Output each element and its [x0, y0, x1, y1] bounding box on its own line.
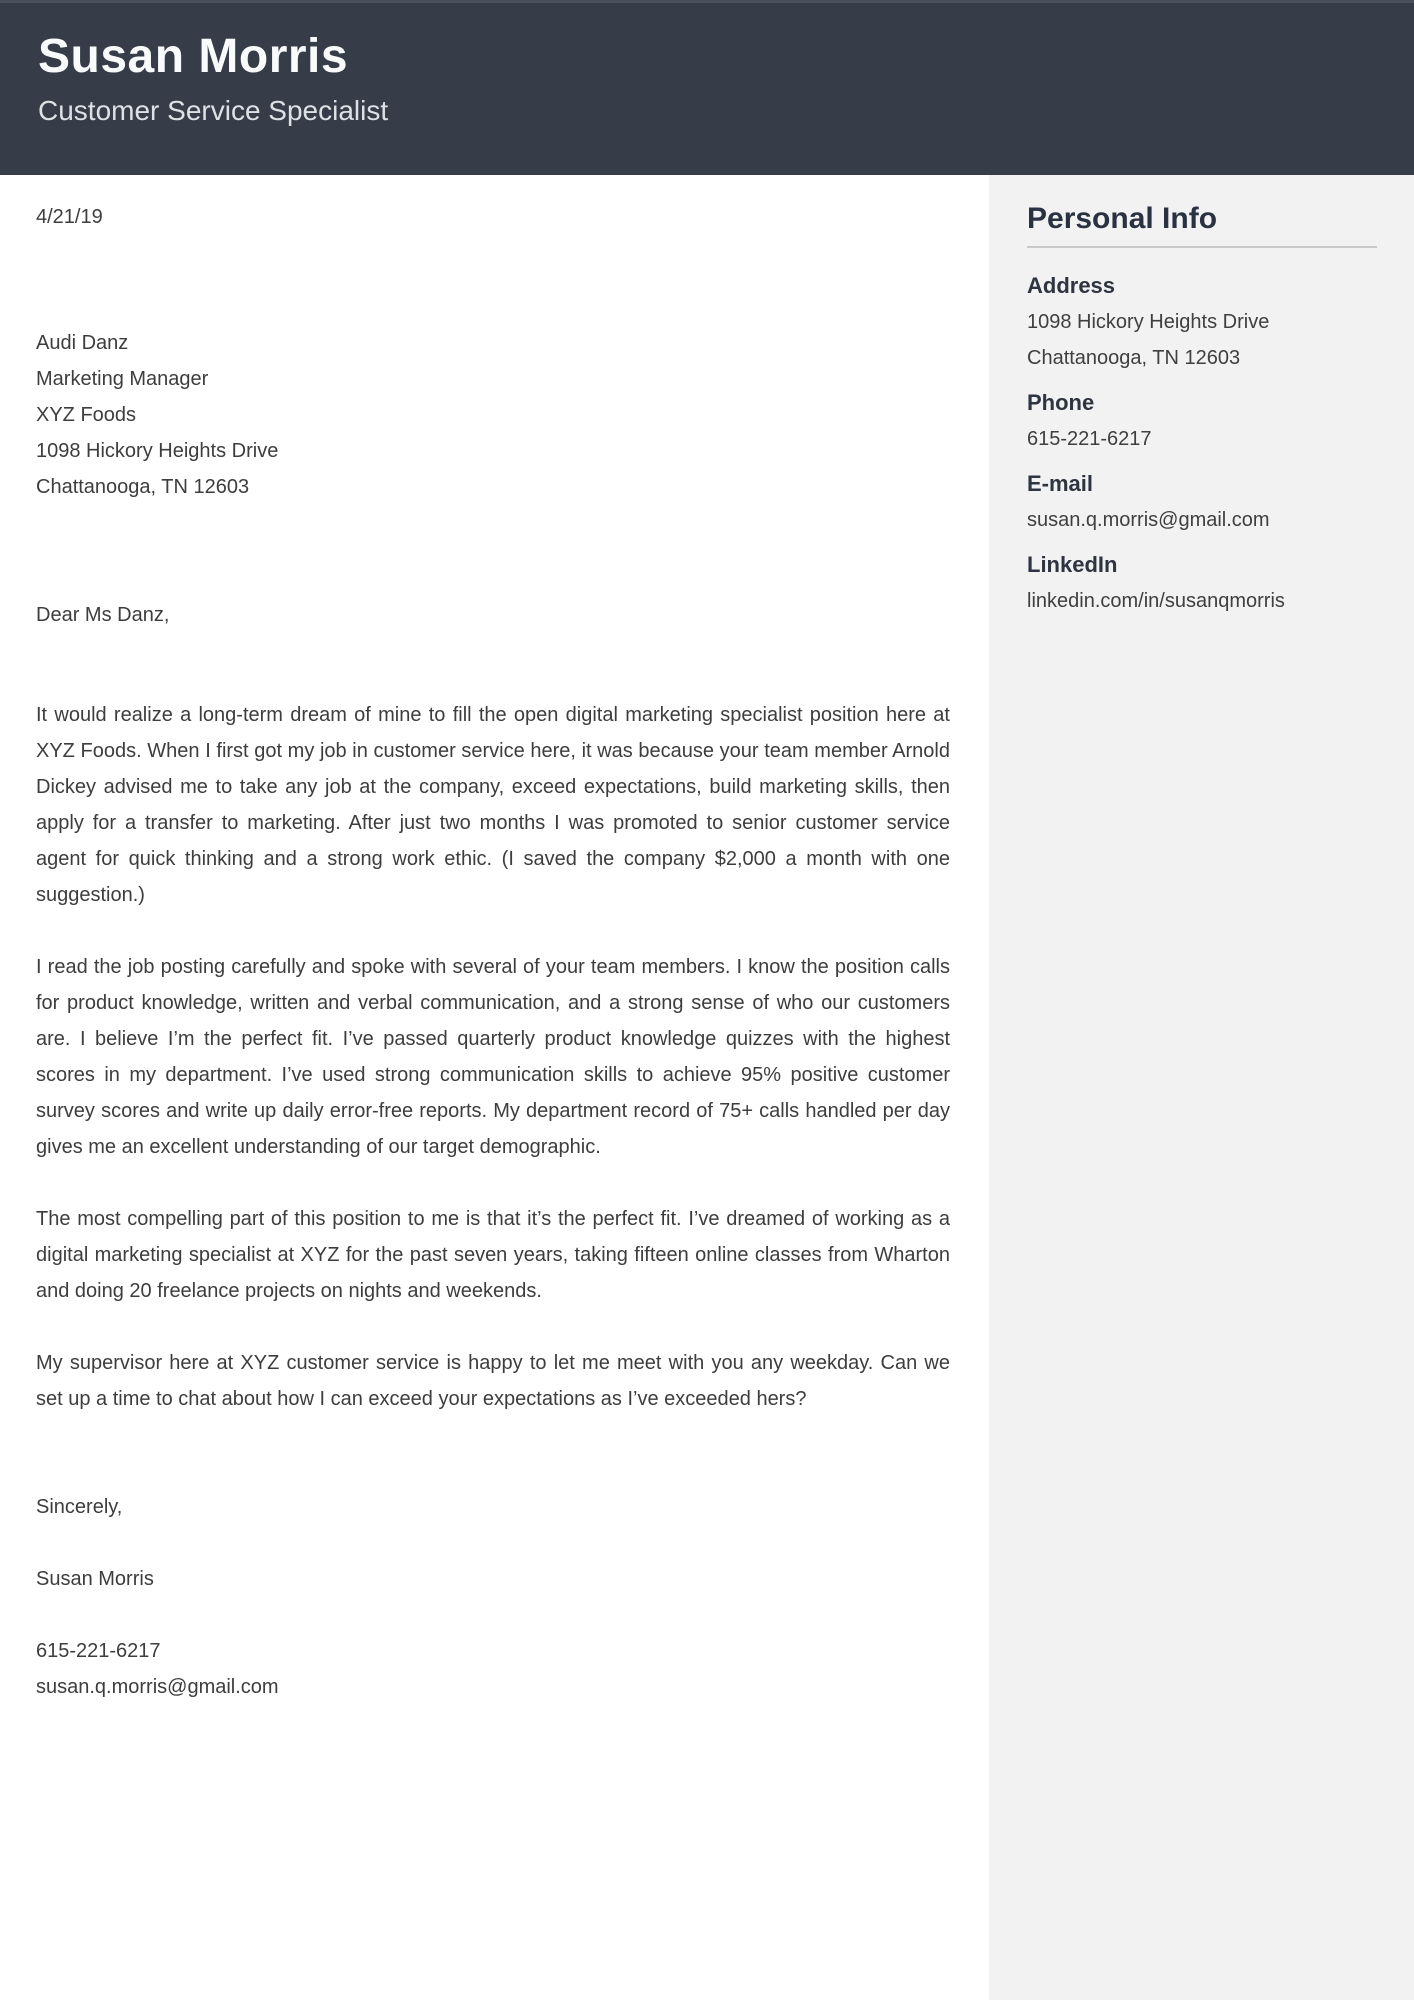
letterhead — [0, 0, 1414, 175]
info-value-address-line2: Chattanooga, TN 12603 — [1027, 347, 1241, 369]
recipient-block — [36, 325, 950, 505]
recipient-company: XYZ Foods — [36, 404, 137, 426]
info-label-phone: Phone — [1027, 390, 1095, 415]
recipient-name: Audi Danz — [36, 332, 129, 354]
letter-body — [0, 175, 989, 2000]
signature-name: Susan Morris — [36, 1568, 154, 1590]
recipient-street: 1098 Hickory Heights Drive — [36, 440, 279, 462]
paragraph-2: I read the job posting carefully and spoke with several of your team members. I know the position calls for product knowledge, written and verbal communication, and a strong sense of who our customers are. I believe I’m the perfect fit. I’ve passed quarterly product knowledge quizzes with the highest scores in my department. I’ve used strong communication skills to achieve 95% positive customer survey scores and write up daily error-free reports. My department record of 75+ calls handled per day gives me an excellent understanding of our target demographic. — [36, 956, 950, 1158]
info-group-address — [1027, 268, 1377, 376]
info-label-address: Address — [1027, 273, 1116, 298]
recipient-title: Marketing Manager — [36, 368, 209, 390]
salutation: Dear Ms Danz, — [36, 604, 170, 626]
personal-info-heading: Personal Info — [1027, 201, 1377, 248]
info-value-phone: 615-221-6217 — [1027, 428, 1152, 450]
paragraph-3: The most compelling part of this position to me is that it’s the perfect fit. I’ve dreamed of working as a digital marketing specialist at XYZ for the past seven years, taking fifteen online classes from Wharton and doing 20 freelance projects on nights and weekends. — [36, 1208, 950, 1302]
letter-paragraphs — [36, 697, 950, 1417]
signature-contact — [36, 1633, 950, 1705]
closing: Sincerely, — [36, 1496, 123, 1518]
signature-email: susan.q.morris@gmail.com — [36, 1676, 279, 1698]
applicant-name: Susan Morris — [38, 30, 349, 83]
info-group-phone — [1027, 385, 1377, 457]
content-row — [0, 175, 1414, 2000]
paragraph-1: It would realize a long-term dream of mine to fill the open digital marketing specialist position here at XYZ Foods. When I first got my job in customer service here, it was because your team member Arnold Dickey advised me to take any job at the company, exceed expectations, build marketing skills, then apply for a transfer to marketing. After just two months I was promoted to senior customer service agent for quick thinking and a strong work ethic. (I saved the company $2,000 a month with one suggestion.) — [36, 704, 950, 906]
personal-info-panel — [989, 175, 1414, 2000]
info-group-linkedin — [1027, 547, 1377, 619]
info-value-linkedin: linkedin.com/in/susanqmorris — [1027, 590, 1285, 612]
info-group-email — [1027, 466, 1377, 538]
info-label-email: E-mail — [1027, 471, 1094, 496]
signature-phone: 615-221-6217 — [36, 1640, 161, 1662]
applicant-job-title: Customer Service Specialist — [38, 94, 389, 126]
paragraph-4: My supervisor here at XYZ customer service is happy to let me meet with you any weekday. Can we set up a time to chat about how I can exceed your expectations as I’ve exceeded hers? — [36, 1352, 950, 1410]
info-label-linkedin: LinkedIn — [1027, 552, 1118, 577]
letter-date: 4/21/19 — [36, 206, 103, 228]
recipient-city: Chattanooga, TN 12603 — [36, 476, 250, 498]
info-value-email: susan.q.morris@gmail.com — [1027, 509, 1270, 531]
info-value-address-line1: 1098 Hickory Heights Drive — [1027, 311, 1270, 333]
